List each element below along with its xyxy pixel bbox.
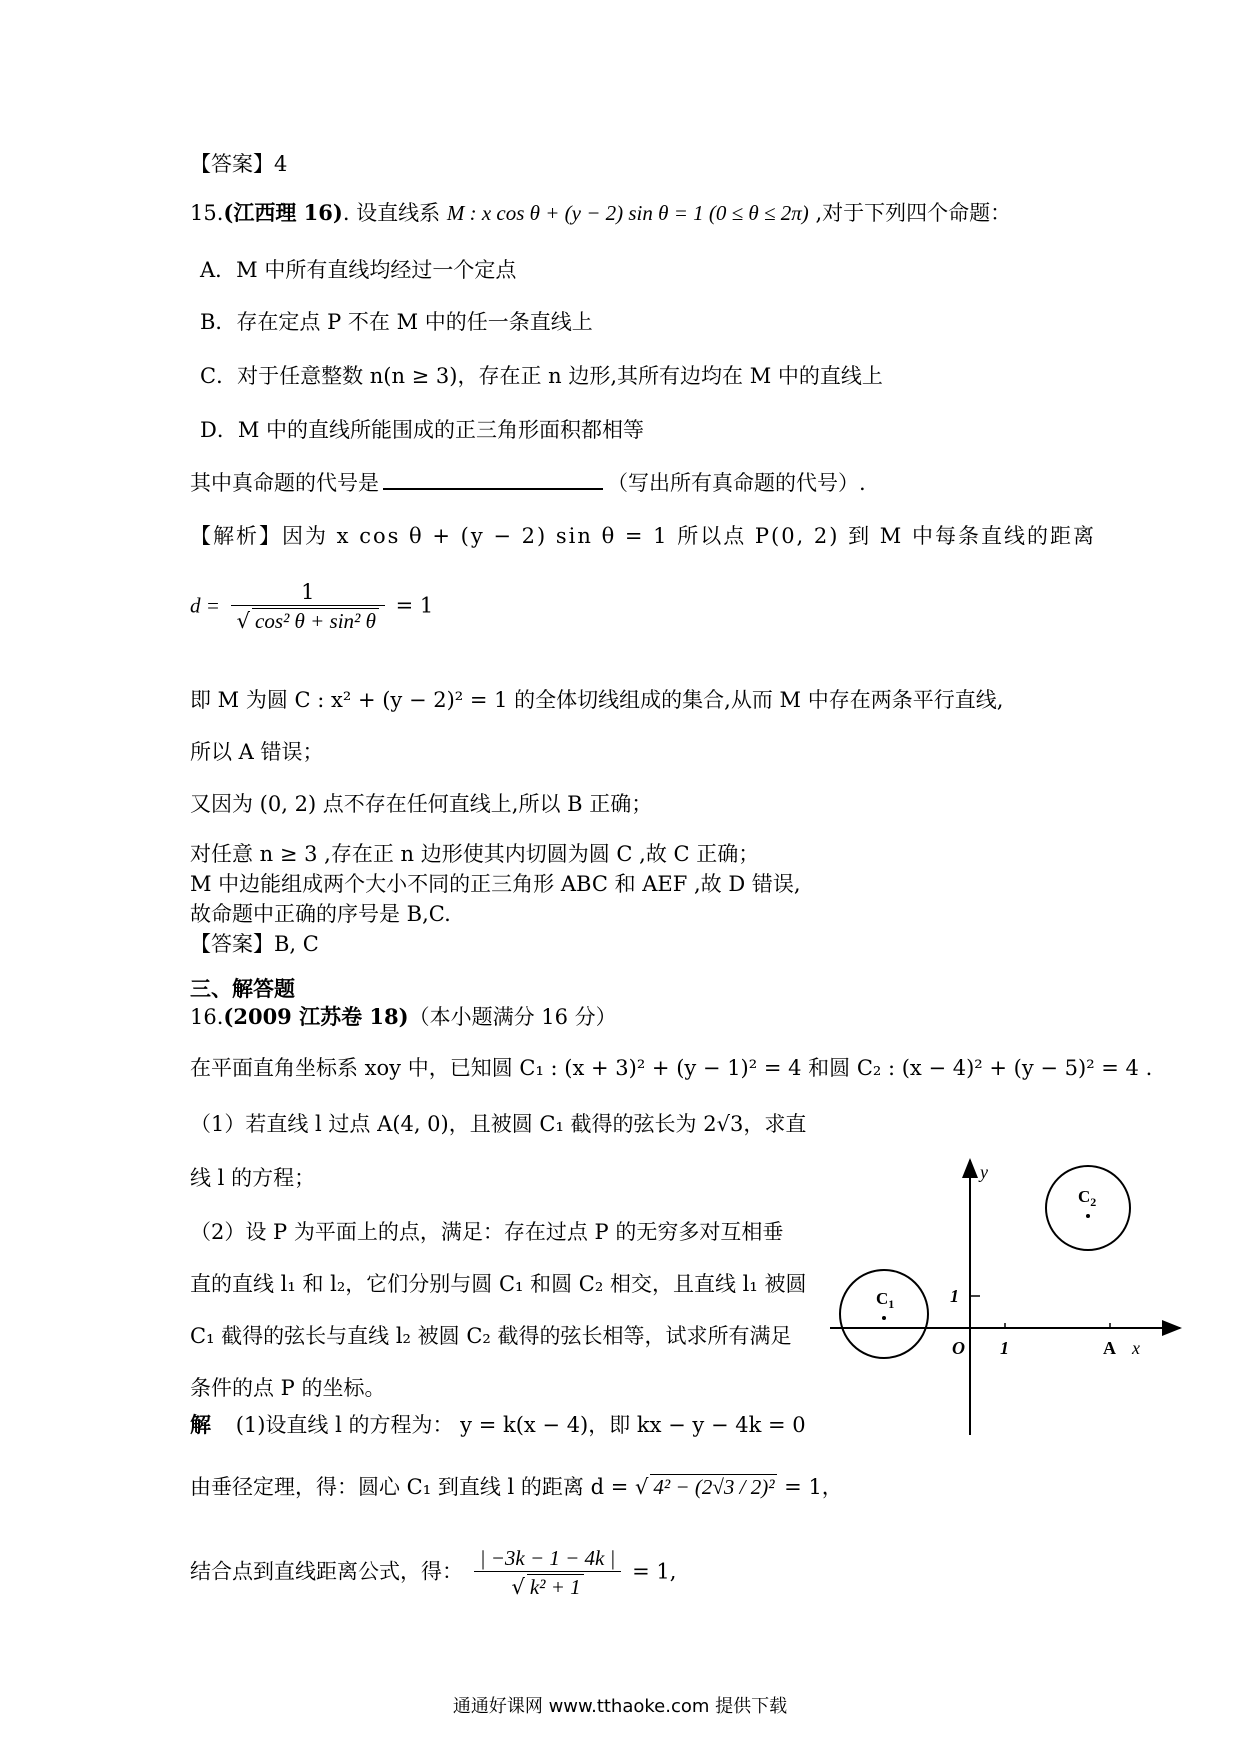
analysis-line: 【解析】因为 x cos θ + (y − 2) sin θ = 1 所以点 P(0, 2) 到 M 中每条直线的距离 bbox=[190, 524, 1096, 548]
solution-2-prefix: 由垂径定理，得：圆心 C₁ 到直线 l 的距离 d = bbox=[190, 1475, 629, 1499]
circle-c1-center bbox=[882, 1316, 886, 1320]
sqrt-content: 4² − (2√3 / 2)² bbox=[650, 1474, 777, 1500]
solution-line-4: 对任意 n ≥ 3 ,存在正 n 边形使其内切圆为圆 C ,故 C 正确； bbox=[190, 842, 760, 866]
question-1-line-a: （1）若直线 l 过点 A(4, 0)，且被圆 C₁ 截得的弦长为 2√3，求直 bbox=[190, 1112, 807, 1136]
answer-1: 【答案】4 bbox=[190, 152, 288, 176]
circle-c1 bbox=[840, 1270, 928, 1358]
problem-15-header bbox=[190, 200, 1011, 226]
c2-letter: C bbox=[1078, 1187, 1091, 1206]
distance-lhs: d = bbox=[190, 593, 220, 618]
fraction-numerator: | −3k − 1 − 4k | bbox=[479, 1546, 616, 1570]
question-2-line-d: 条件的点 P 的坐标。 bbox=[190, 1376, 386, 1400]
solution-1-line bbox=[190, 1412, 806, 1438]
problem-tail: （本小题满分 16 分） bbox=[408, 1005, 617, 1029]
coordinate-figure bbox=[820, 1150, 1200, 1440]
page-footer: 通通好课网 www.tthaoke.com 提供下载 bbox=[452, 1696, 788, 1717]
solution-3-line bbox=[190, 1546, 676, 1600]
solution-1-text: (1)设直线 l 的方程为： y = k(x − 4)，即 kx − y − 4k = 0 bbox=[235, 1413, 806, 1437]
c1-label bbox=[876, 1289, 894, 1311]
fraction-denominator bbox=[474, 1571, 622, 1600]
fraction-denominator bbox=[231, 605, 385, 634]
problem-number: 16. bbox=[190, 1005, 224, 1029]
circle-c2 bbox=[1046, 1166, 1130, 1250]
solution-line-5: M 中边能组成两个大小不同的正三角形 ABC 和 AEF ,故 D 错误, bbox=[190, 872, 801, 896]
solution-label: 解 bbox=[190, 1412, 211, 1437]
solution-line-1: 即 M 为圆 C : x² + (y − 2)² = 1 的全体切线组成的集合,从而 M 中存在两条平行直线, bbox=[190, 688, 1004, 712]
problem-source: (江西理 16) bbox=[223, 200, 343, 225]
sqrt-content: k² + 1 bbox=[527, 1574, 584, 1600]
c1-letter: C bbox=[876, 1289, 889, 1308]
distance-rhs: = 1 bbox=[395, 593, 434, 618]
section-heading: 三、解答题 bbox=[190, 976, 295, 1001]
question-prefix: 其中真命题的代号是 bbox=[190, 471, 379, 495]
problem-source: (2009 江苏卷 18) bbox=[223, 1004, 409, 1029]
solution-line-6: 故命题中正确的序号是 B,C. bbox=[190, 902, 451, 926]
distance-fraction bbox=[474, 1546, 622, 1600]
origin-label: O bbox=[952, 1338, 965, 1358]
question-2-line-a: （2）设 P 为平面上的点，满足：存在过点 P 的无穷多对互相垂 bbox=[190, 1220, 784, 1244]
y-tick-label: 1 bbox=[950, 1286, 959, 1306]
distance-formula bbox=[190, 580, 433, 634]
sqrt-content: cos² θ + sin² θ bbox=[252, 608, 379, 634]
y-axis-label: y bbox=[980, 1162, 988, 1182]
problem-formula: M : x cos θ + (y − 2) sin θ = 1 (0 ≤ θ ≤ 2π) bbox=[446, 201, 809, 225]
option-c: C．对于任意整数 n(n ≥ 3)，存在正 n 边形,其所有边均在 M 中的直线上 bbox=[200, 364, 883, 388]
distance-fraction bbox=[231, 580, 385, 634]
solution-line-3: 又因为 (0, 2) 点不存在任何直线上,所以 B 正确； bbox=[190, 792, 653, 816]
sqrt-symbol: √ bbox=[236, 609, 250, 634]
x-tick-label: 1 bbox=[1000, 1338, 1009, 1358]
question-1-line-b: 线 l 的方程； bbox=[190, 1166, 316, 1190]
circle-c2-center bbox=[1086, 1214, 1090, 1218]
solution-2-line bbox=[190, 1474, 843, 1500]
c2-subscript: 2 bbox=[1090, 1195, 1097, 1209]
question-suffix: （写出所有真命题的代号）. bbox=[607, 471, 866, 495]
solution-2-suffix: = 1， bbox=[784, 1475, 843, 1499]
solution-3-suffix: = 1, bbox=[632, 1559, 677, 1584]
problem-16-text: 在平面直角坐标系 xoy 中，已知圆 C₁ : (x + 3)² + (y − 1)² = 4 和圆 C₂ : (x − 4)² + (y − 5)² = 4 . bbox=[190, 1056, 1153, 1080]
c2-label bbox=[1078, 1187, 1096, 1209]
sqrt-symbol: √ bbox=[511, 1575, 525, 1600]
solution-3-prefix: 结合点到直线距离公式，得： bbox=[190, 1559, 463, 1584]
question-line bbox=[190, 470, 866, 496]
problem-16-header bbox=[190, 1004, 617, 1030]
fraction-numerator: 1 bbox=[301, 580, 315, 604]
question-2-line-c: C₁ 截得的弦长与直线 l₂ 被圆 C₂ 截得的弦长相等，试求所有满足 bbox=[190, 1324, 792, 1348]
option-b: B．存在定点 P 不在 M 中的任一条直线上 bbox=[200, 310, 593, 334]
sqrt-symbol: √ bbox=[634, 1475, 649, 1499]
answer-2: 【答案】B, C bbox=[190, 932, 319, 956]
solution-line-2: 所以 A 错误； bbox=[190, 740, 324, 764]
question-2-line-b: 直的直线 l₁ 和 l₂，它们分别与圆 C₁ 和圆 C₂ 相交，且直线 l₁ 被圆 bbox=[190, 1272, 807, 1296]
option-d: D．M 中的直线所能围成的正三角形面积都相等 bbox=[200, 418, 645, 442]
c1-subscript: 1 bbox=[888, 1297, 895, 1311]
problem-text: . 设直线系 bbox=[342, 201, 441, 225]
answer-blank[interactable] bbox=[383, 470, 603, 490]
x-axis-label: x bbox=[1132, 1338, 1140, 1358]
problem-number: 15. bbox=[190, 201, 224, 225]
point-a-label: A bbox=[1103, 1338, 1116, 1358]
option-a: A．M 中所有直线均经过一个定点 bbox=[200, 258, 517, 282]
problem-tail: ,对于下列四个命题： bbox=[808, 201, 1012, 225]
